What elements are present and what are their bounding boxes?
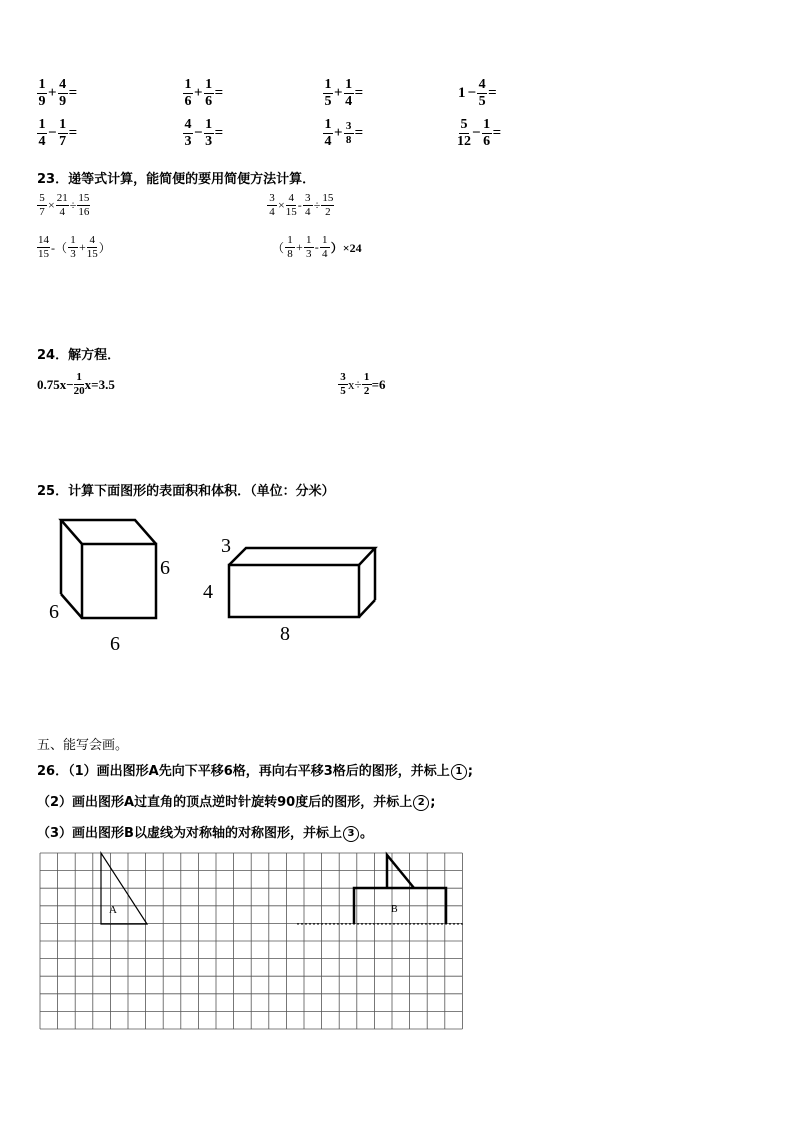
cube-width-label: 6	[110, 633, 120, 655]
fraction: $\frac{1}{4}$	[324, 117, 332, 149]
q26-line-3: （3）画出图形B以虚线为对称轴的对称图形，并标上 3 。	[37, 826, 373, 841]
q22-row1-item-2: $\frac{1}{6}$ + $\frac{1}{6}$ =	[184, 77, 224, 109]
q23-expr-1: $\frac{5}{7}$ × $\frac{21}{4}$ ÷ $\frac{15}{16}$	[37, 193, 90, 218]
cube-figure	[61, 520, 156, 618]
cuboid-height-label: 4	[203, 581, 213, 603]
fraction: $\frac{1}{6}$	[483, 117, 491, 149]
q23-title: 23．递等式计算，能简便的要用简便方法计算．	[37, 172, 316, 187]
fraction: $\frac{5}{12}$	[457, 117, 471, 149]
section-5-title: 五、能写会画。	[37, 738, 129, 753]
q22-row2-item-1: $\frac{1}{4}$ − $\frac{1}{7}$ =	[38, 117, 78, 149]
fraction: $\frac{15}{16}$	[78, 192, 90, 218]
q24-eq-2: $\frac{3}{5}$ x÷ $\frac{1}{2}$ =6	[338, 372, 386, 397]
fraction: $\frac{1}{6}$	[184, 77, 192, 109]
q25-title: 25．计算下面图形的表面积和体积．（单位：分米）	[37, 484, 335, 499]
q23-expr-3: $\frac{14}{15}$ -（ $\frac{1}{3}$ + $\frac{4}{15}$ ）	[38, 234, 111, 260]
q22-row1-item-3: $\frac{1}{5}$ + $\frac{1}{4}$ =	[324, 77, 364, 109]
fraction: $\frac{4}{5}$	[478, 77, 486, 109]
fraction: $\frac{1}{3}$	[205, 117, 213, 149]
fraction: $\frac{4}{3}$	[184, 117, 192, 149]
q26-line-1: 26．（1）画出图形A先向下平移6格，再向右平移3格后的图形，并标上 1 ;	[37, 764, 473, 779]
fraction: $\frac{1}{7}$	[59, 117, 67, 149]
q26-line-2: （2）画出图形A过直角的顶点逆时针旋转90度后的图形，并标上 2 ;	[37, 795, 436, 810]
q22-row1-item-1: $\frac{1}{9}$ + $\frac{4}{9}$ =	[38, 77, 78, 109]
fraction: $\frac{5}{7}$	[37, 193, 47, 218]
fraction: $\frac{1}{6}$	[205, 77, 213, 109]
shape-a-label: A	[109, 904, 117, 916]
mark-circle-3: 3	[343, 826, 359, 842]
q22-row2-item-3: $\frac{1}{4}$ + $\frac{3}{8}$ =	[324, 117, 364, 149]
cuboid-length-label: 8	[280, 623, 290, 645]
fraction: $\frac{3}{8}$	[344, 121, 354, 146]
cube-height-label: 6	[160, 557, 170, 579]
q22-row2-item-2: $\frac{4}{3}$ − $\frac{1}{3}$ =	[184, 117, 224, 149]
shape-b-label: B	[391, 904, 398, 915]
fraction: $\frac{4}{9}$	[59, 77, 67, 109]
fraction: $\frac{1}{5}$	[324, 77, 332, 109]
q26-grid	[0, 840, 480, 1040]
fraction: $\frac{1}{9}$	[38, 77, 46, 109]
q22-row2-item-4: $\frac{5}{12}$ − $\frac{1}{6}$ =	[457, 117, 502, 149]
fraction: $\frac{1}{4}$	[345, 77, 353, 109]
fraction: $\frac{21}{4}$	[56, 192, 68, 218]
q23-expr-2: $\frac{3}{4}$ × $\frac{4}{15}$ - $\frac{3}{4}$ ÷ $\frac{15}{2}$	[267, 193, 334, 218]
q23-expr-4: （ $\frac{1}{8}$ + $\frac{1}{3}$ - $\frac{1}{4}$ ）×24	[272, 234, 362, 260]
q22-row1-item-4: 1 − $\frac{4}{5}$ =	[458, 77, 497, 109]
cube-depth-label: 6	[49, 601, 59, 623]
cuboid-figure	[229, 548, 375, 617]
q24-title: 24．解方程．	[37, 348, 121, 363]
mark-circle-2: 2	[413, 795, 429, 811]
q24-eq-1: 0.75x− $\frac{1}{20}$ x=3.5	[37, 371, 115, 397]
mark-circle-1: 1	[451, 764, 467, 780]
fraction: $\frac{1}{4}$	[38, 117, 46, 149]
q25-figures	[0, 500, 420, 660]
cuboid-depth-label: 3	[221, 535, 231, 557]
